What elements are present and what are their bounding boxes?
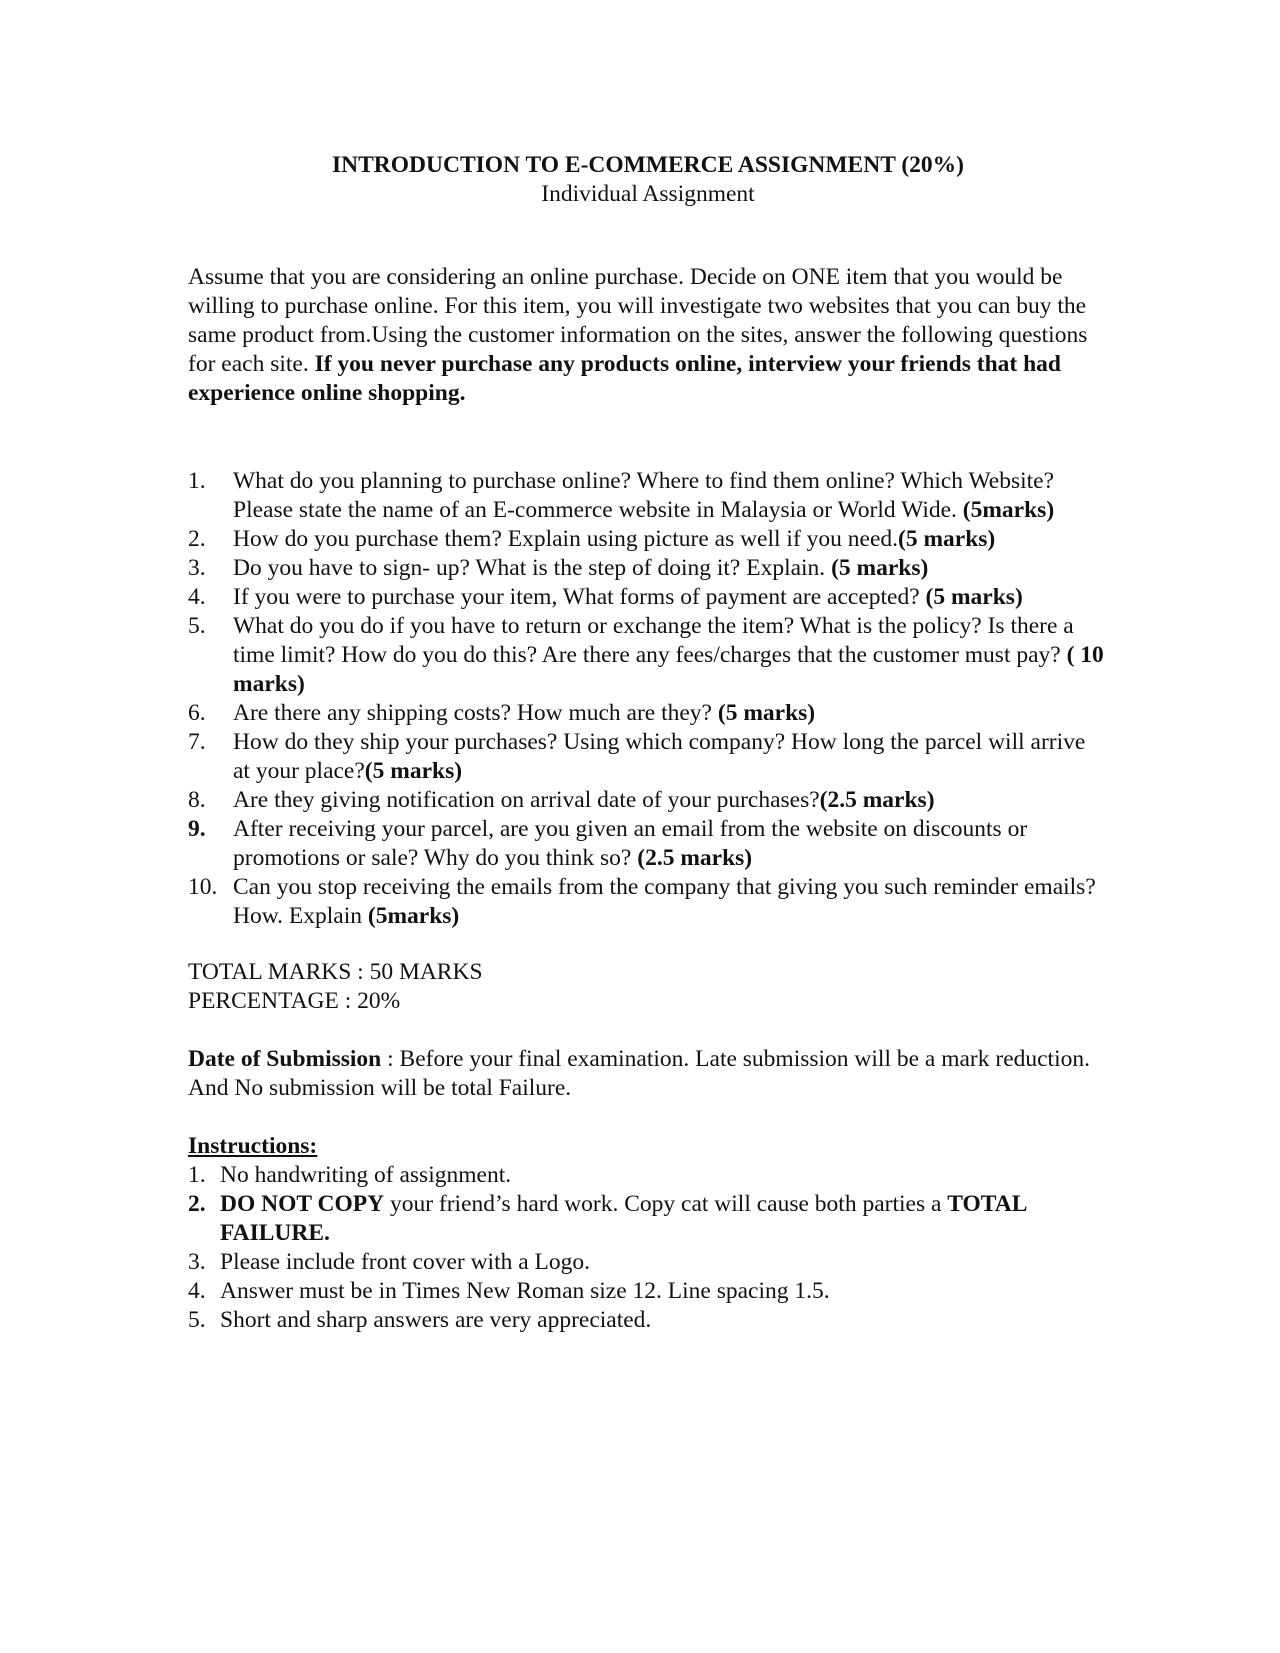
question-number: 1. xyxy=(188,468,206,494)
question-item xyxy=(188,583,1108,612)
submission-paragraph xyxy=(188,1045,1108,1103)
question-text: How do they ship your purchases? Using which company? How long the parcel will arrive at your place? xyxy=(233,729,1086,784)
instruction-number: 4. xyxy=(188,1278,206,1304)
document-title: INTRODUCTION TO E-COMMERCE ASSIGNMENT (20%) xyxy=(332,152,964,178)
instructions-section xyxy=(188,1132,1108,1335)
intro-bold-text: If you never purchase any products online, interview your friends that had experience online shopping. xyxy=(188,351,1061,406)
question-marks: (2.5 marks) xyxy=(637,845,753,871)
question-number: 10. xyxy=(188,874,218,900)
instruction-item xyxy=(188,1190,1108,1248)
question-item xyxy=(188,873,1108,931)
question-item xyxy=(188,554,1108,583)
question-text: Are they giving notification on arrival date of your purchases? xyxy=(233,787,820,813)
instruction-text: your friend’s hard work. Copy cat will cause both parties a xyxy=(384,1191,948,1217)
question-text: What do you do if you have to return or exchange the item? What is the policy? Is there a time limit? How do you do this? Are there any fees/charges that the customer must pay? xyxy=(233,613,1074,668)
question-number: 5. xyxy=(188,613,206,639)
question-item xyxy=(188,525,1108,554)
instruction-bold-end: TOTAL FAILURE. xyxy=(220,1191,1027,1246)
question-marks: (2.5 marks) xyxy=(819,787,935,813)
question-text: After receiving your parcel, are you given an email from the website on discounts or promotions or sale? Why do you think so? xyxy=(233,816,1028,871)
question-number: 6. xyxy=(188,700,206,726)
question-number: 8. xyxy=(188,787,206,813)
question-number: 4. xyxy=(188,584,206,610)
percentage: PERCENTAGE : 20% xyxy=(188,988,401,1014)
question-item xyxy=(188,699,1108,728)
question-marks: (5 marks) xyxy=(925,584,1023,610)
submission-text: : Before your final examination. Late submission will be a mark reduction. And No submission will be total Failure. xyxy=(188,1046,1090,1101)
totals-block xyxy=(188,958,1108,1016)
question-number: 2. xyxy=(188,526,206,552)
question-text: How do you purchase them? Explain using picture as well if you need. xyxy=(233,526,899,552)
question-text: Can you stop receiving the emails from the company that giving you such reminder emails? How. Explain xyxy=(233,874,1096,929)
instruction-text: Please include front cover with a Logo. xyxy=(220,1249,591,1275)
question-marks: (5 marks) xyxy=(898,526,996,552)
instruction-number: 2. xyxy=(188,1191,206,1217)
instruction-text: Answer must be in Times New Roman size 12. Line spacing 1.5. xyxy=(220,1278,830,1304)
question-item xyxy=(188,815,1108,873)
question-number: 7. xyxy=(188,729,206,755)
question-text: Are there any shipping costs? How much are they? xyxy=(233,700,718,726)
question-item xyxy=(188,786,1108,815)
question-text: What do you planning to purchase online? Where to find them online? Which Website? Please state the name of an E-commerce website in Malaysia or World Wide. xyxy=(233,468,1055,523)
question-number: 3. xyxy=(188,555,206,581)
question-item xyxy=(188,467,1108,525)
question-marks: ( 10 marks) xyxy=(233,642,1104,697)
total-marks: TOTAL MARKS : 50 MARKS xyxy=(188,959,483,985)
question-item xyxy=(188,728,1108,786)
instructions-list xyxy=(188,1161,1108,1335)
question-number: 9. xyxy=(188,816,206,842)
question-marks: (5 marks) xyxy=(717,700,816,726)
document-page xyxy=(188,150,1108,1335)
instruction-text: Short and sharp answers are very appreciated. xyxy=(220,1307,652,1333)
question-text: If you were to purchase your item, What forms of payment are accepted? xyxy=(233,584,926,610)
instruction-number: 5. xyxy=(188,1307,206,1333)
document-subtitle: Individual Assignment xyxy=(541,181,755,207)
instruction-item xyxy=(188,1306,1108,1335)
question-marks: (5marks) xyxy=(962,497,1055,523)
intro-text: Assume that you are considering an online purchase. Decide on ONE item that you would be willing to purchase online. For this item, you will investigate two websites that you can buy the same product from.Using the customer information on the sites, answer the following questions for each site. xyxy=(188,264,1088,377)
instruction-item xyxy=(188,1248,1108,1277)
question-item xyxy=(188,612,1108,699)
instruction-text: No handwriting of assignment. xyxy=(220,1162,512,1188)
instructions-heading: Instructions: xyxy=(188,1133,318,1159)
instruction-number: 3. xyxy=(188,1249,206,1275)
instruction-number: 1. xyxy=(188,1162,206,1188)
submission-label: Date of Submission xyxy=(188,1046,382,1072)
intro-paragraph xyxy=(188,263,1108,408)
question-text: Do you have to sign- up? What is the step of doing it? Explain. xyxy=(233,555,832,581)
instruction-item xyxy=(188,1161,1108,1190)
instruction-item xyxy=(188,1277,1108,1306)
question-marks: (5 marks) xyxy=(364,758,463,784)
question-list xyxy=(188,467,1108,931)
instruction-bold-start: DO NOT COPY xyxy=(220,1191,385,1217)
question-marks: (5marks) xyxy=(367,903,460,929)
question-marks: (5 marks) xyxy=(831,555,929,581)
